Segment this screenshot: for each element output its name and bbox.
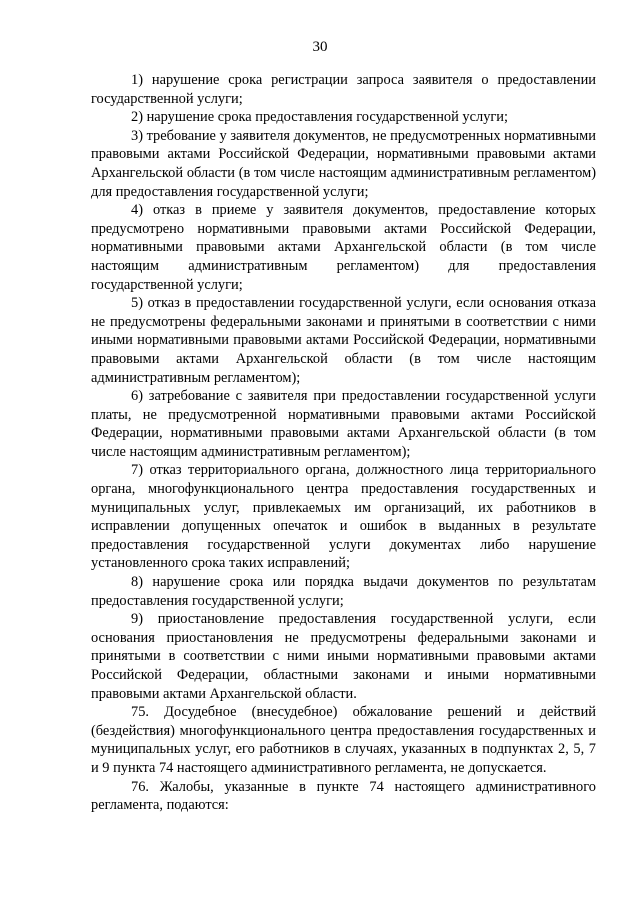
paragraph-75: 75. Досудебное (внесудебное) обжалование решений и действий (бездействия) многофункционального центра предоставления государственных и муниципальных услуг, его работников в случаях, указанных в подпунктах 2, 5, 7 и 9 пункта 74 настоящего административного регламента, не допускается. bbox=[91, 704, 596, 776]
page-number: 30 bbox=[312, 39, 328, 55]
paragraph-item-6: 6) затребование с заявителя при предоставлении государственной услуги платы, не предусмотренной нормативными правовыми актами Российской Федерации, нормативными правовыми актами Архангельской области (в том числе настоящим административным регламентом); bbox=[91, 388, 596, 460]
paragraph-item-5: 5) отказ в предоставлении государственной услуги, если основания отказа не предусмотрены федеральными законами и принятыми в соответствии с ними иными нормативными правовыми актами Российской Федерации, нормативными правовыми актами Архангельской области (в том числе настоящим административным регламентом); bbox=[91, 295, 596, 386]
paragraph-item-9: 9) приостановление предоставления государственной услуги, если основания приостановления не предусмотрены федеральными законами и принятыми в соответствии с ними иными нормативными правовыми актами Российской Федерации, областными законами и иными нормативными правовыми актами Архангельской области. bbox=[91, 611, 596, 702]
paragraph-item-3: 3) требование у заявителя документов, не предусмотренных нормативными правовыми актами Российской Федерации, нормативными правовыми актами Архангельской области (в том числе настоящим административным регламентом) для предоставления государственной услуги; bbox=[91, 127, 596, 200]
paragraph-item-7: 7) отказ территориального органа, должностного лица территориального органа, многофункционального центра предоставления государственных и муниципальных услуг, привлекаемых им организаций, их работников в исправлении допущенных опечаток и ошибок в выданных в результате предоставления государственной услуги документах либо нарушение установленного срока таких исправлений; bbox=[91, 462, 596, 572]
paragraph-item-1: 1) нарушение срока регистрации запроса заявителя о предоставлении государственной услуги; bbox=[91, 72, 596, 107]
document-body bbox=[91, 71, 596, 815]
paragraph-76: 76. Жалобы, указанные в пункте 74 настоящего административного регламента, подаются: bbox=[91, 778, 596, 814]
paragraph-item-2: 2) нарушение срока предоставления государственной услуги; bbox=[131, 109, 508, 126]
paragraph-item-4: 4) отказ в приеме у заявителя документов, предоставление которых предусмотрено нормативными правовыми актами Российской Федерации, нормативными правовыми актами Архангельской области (в том числе настоящим административным регламентом) для предоставления государственной услуги; bbox=[91, 202, 596, 293]
paragraph-item-8: 8) нарушение срока или порядка выдачи документов по результатам предоставления государственной услуги; bbox=[91, 574, 596, 609]
